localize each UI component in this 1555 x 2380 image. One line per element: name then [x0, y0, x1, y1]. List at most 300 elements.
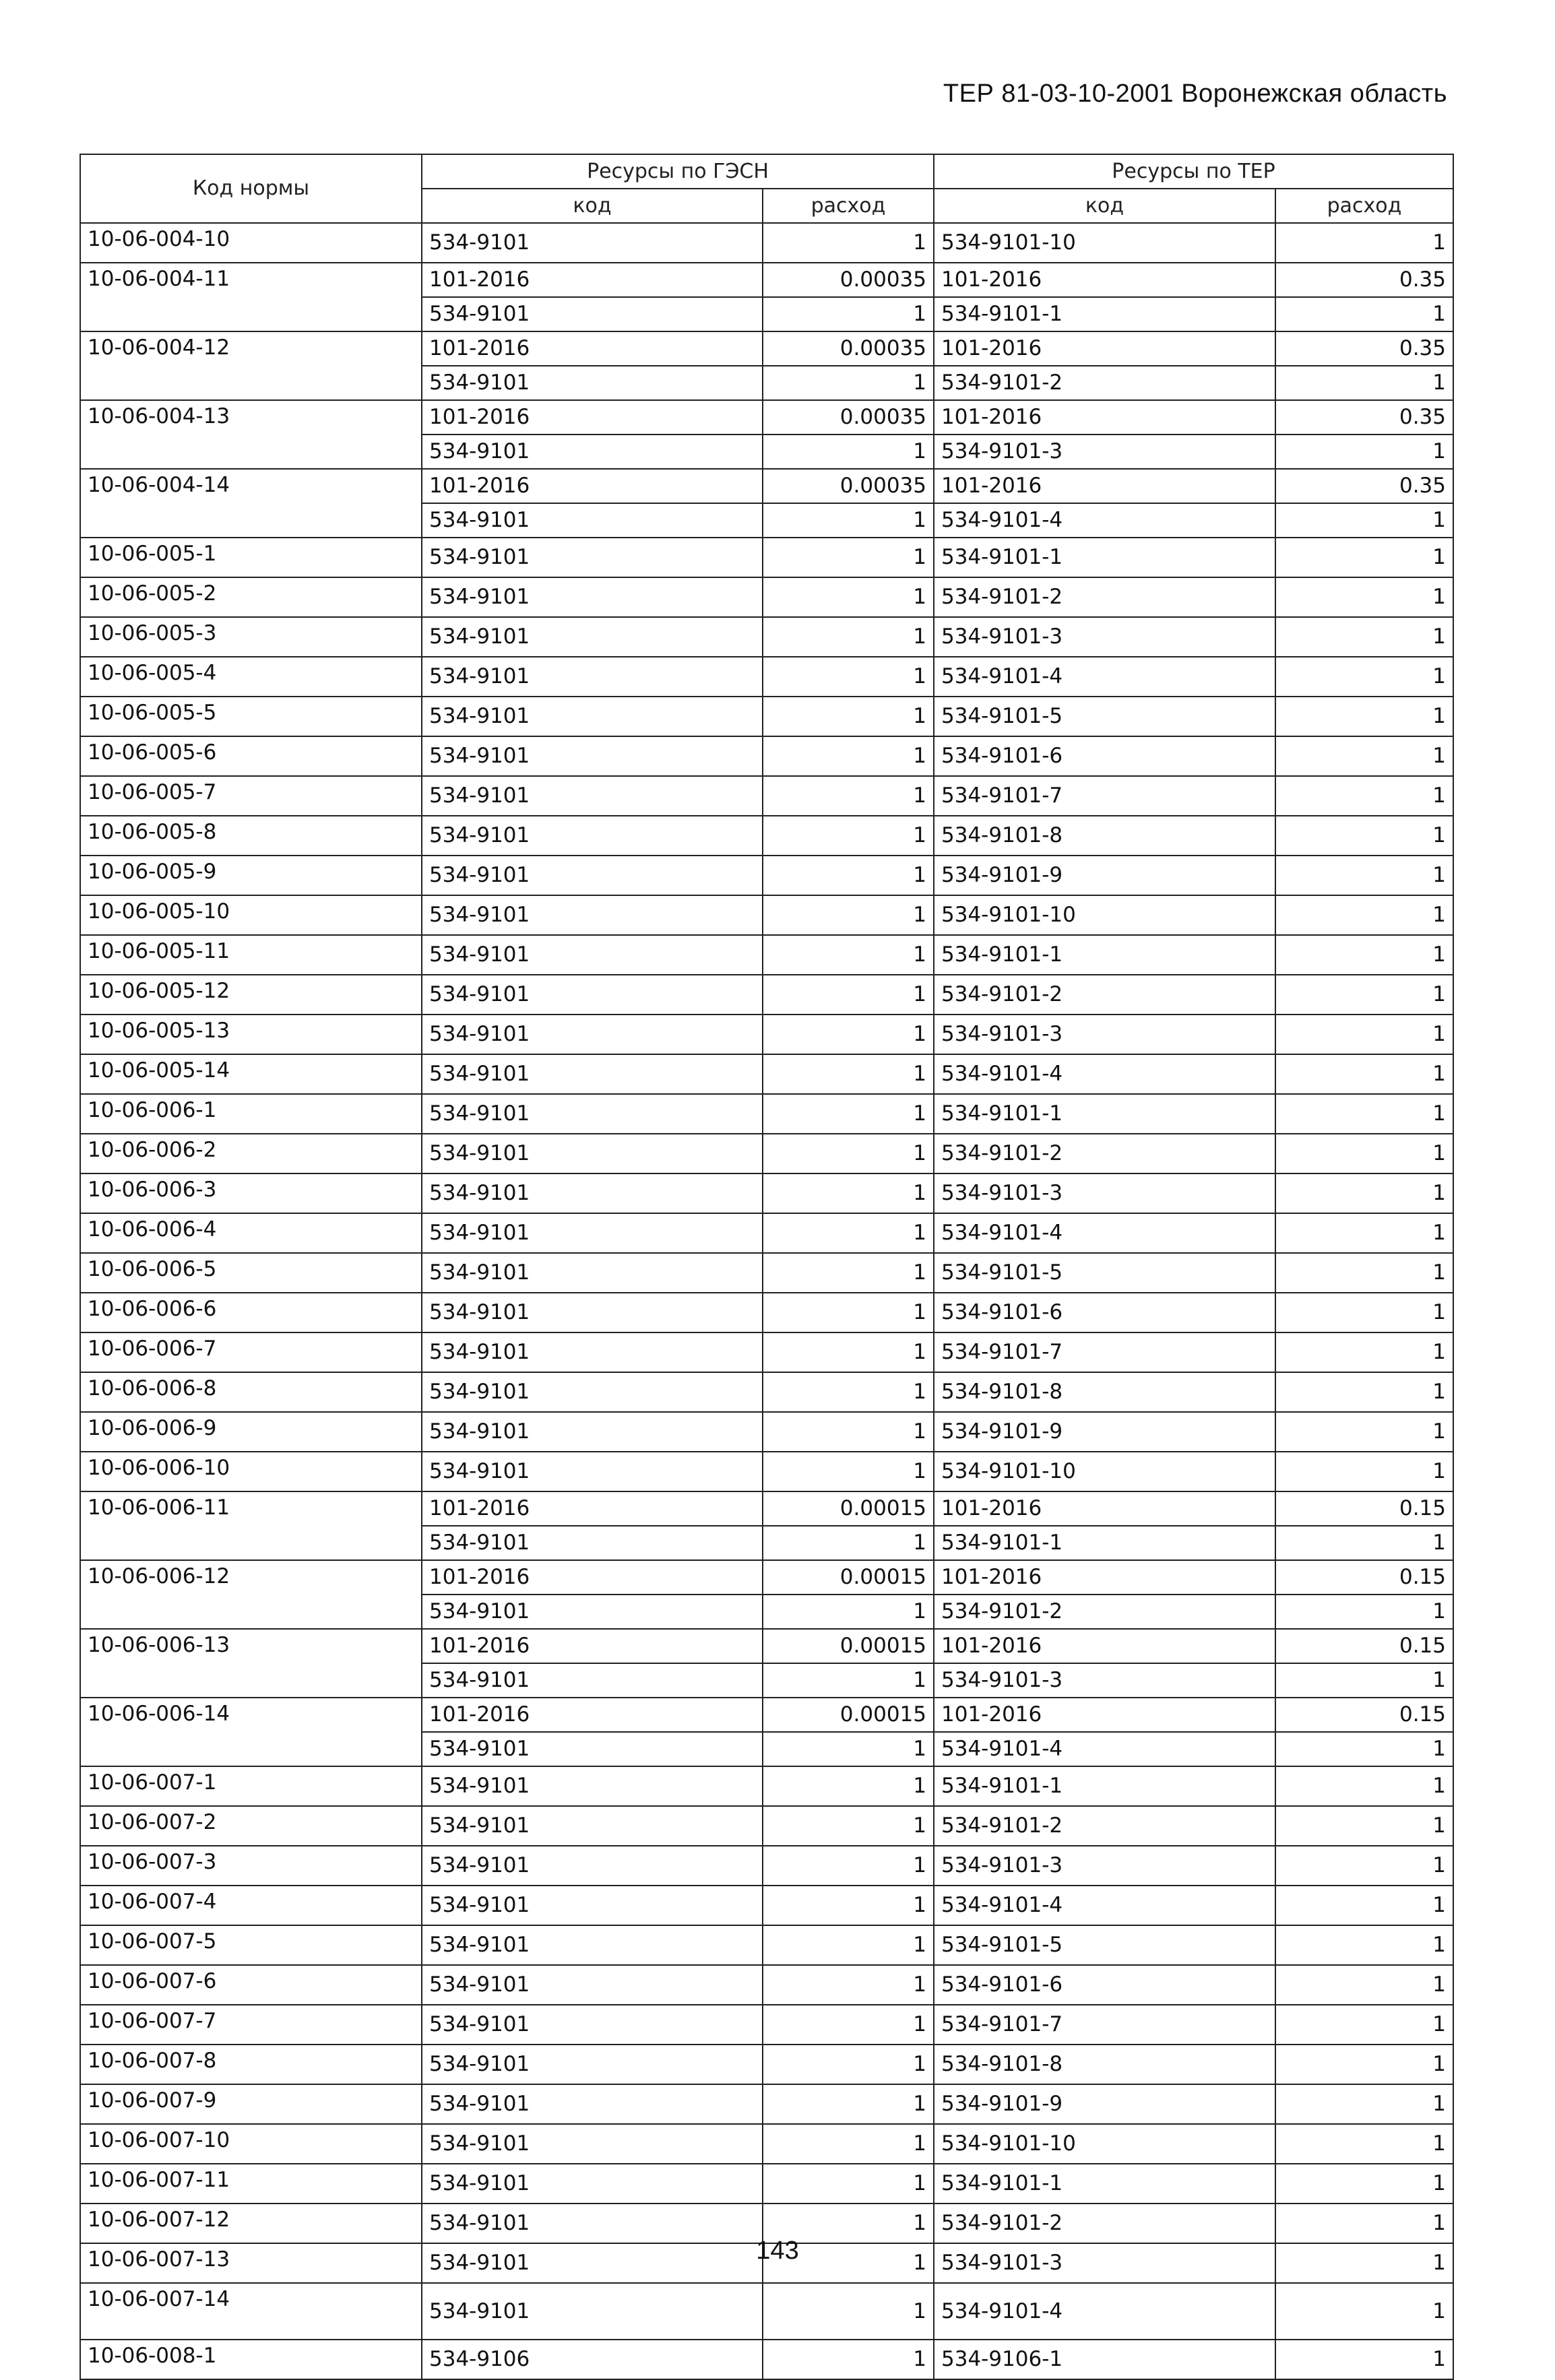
cell-ter-rate: 1 — [1275, 297, 1453, 331]
cell-gesn-rate: 1 — [763, 1173, 934, 1213]
cell-ter-code: 534-9101-2 — [934, 1595, 1275, 1629]
cell-ter-rate: 1 — [1275, 975, 1453, 1015]
cell-ter-code: 534-9101-6 — [934, 1293, 1275, 1332]
cell-ter-code: 534-9101-1 — [934, 1766, 1275, 1806]
cell-gesn-rate: 1 — [763, 1925, 934, 1965]
cell-gesn-code: 534-9101 — [422, 2084, 763, 2124]
cell-gesn-code: 534-9101 — [422, 1965, 763, 2005]
cell-gesn-code: 534-9101 — [422, 617, 763, 657]
cell-ter-code: 534-9101-8 — [934, 1372, 1275, 1412]
cell-norm-code: 10-06-007-10 — [80, 2124, 422, 2164]
cell-ter-rate: 1 — [1275, 935, 1453, 975]
table-row — [80, 1766, 1453, 1806]
cell-gesn-rate: 1 — [763, 1094, 934, 1134]
cell-gesn-rate: 1 — [763, 2124, 934, 2164]
cell-norm-code: 10-06-007-2 — [80, 1806, 422, 1846]
cell-norm-code: 10-06-005-3 — [80, 617, 422, 657]
cell-gesn-code: 534-9101 — [422, 856, 763, 895]
cell-gesn-rate: 1 — [763, 1595, 934, 1629]
cell-gesn-rate: 0.00015 — [763, 1560, 934, 1595]
cell-ter-rate: 0.35 — [1275, 400, 1453, 435]
cell-gesn-code: 534-9101 — [422, 1253, 763, 1293]
cell-gesn-rate: 0.00015 — [763, 1698, 934, 1732]
cell-ter-code: 534-9101-4 — [934, 1732, 1275, 1766]
cell-ter-rate: 1 — [1275, 736, 1453, 776]
cell-gesn-rate: 1 — [763, 1253, 934, 1293]
table-row — [80, 1293, 1453, 1332]
cell-gesn-code: 534-9101 — [422, 1293, 763, 1332]
cell-ter-rate: 0.15 — [1275, 1491, 1453, 1526]
cell-norm-code: 10-06-006-12 — [80, 1560, 422, 1629]
cell-norm-code: 10-06-006-2 — [80, 1134, 422, 1173]
cell-gesn-code: 534-9101 — [422, 1134, 763, 1173]
cell-gesn-code: 101-2016 — [422, 331, 763, 366]
cell-gesn-code: 534-9101 — [422, 538, 763, 577]
table-row — [80, 2005, 1453, 2045]
cell-gesn-rate: 1 — [763, 1213, 934, 1253]
table-row — [80, 1698, 1453, 1732]
cell-gesn-rate: 1 — [763, 1054, 934, 1094]
cell-ter-rate: 0.15 — [1275, 1698, 1453, 1732]
cell-norm-code: 10-06-006-8 — [80, 1372, 422, 1412]
cell-ter-code: 534-9101-9 — [934, 2084, 1275, 2124]
cell-norm-code: 10-06-004-13 — [80, 400, 422, 469]
cell-gesn-rate: 1 — [763, 503, 934, 538]
cell-norm-code: 10-06-006-5 — [80, 1253, 422, 1293]
table-row — [80, 736, 1453, 776]
cell-ter-code: 534-9101-1 — [934, 1094, 1275, 1134]
cell-gesn-code: 101-2016 — [422, 1560, 763, 1595]
cell-gesn-code: 534-9101 — [422, 2164, 763, 2204]
cell-ter-code: 534-9101-2 — [934, 366, 1275, 400]
cell-ter-rate: 1 — [1275, 1213, 1453, 1253]
cell-ter-code: 534-9101-3 — [934, 1846, 1275, 1886]
column-header-ter-rate: расход — [1275, 189, 1453, 223]
cell-norm-code: 10-06-006-9 — [80, 1412, 422, 1452]
column-header-gesn-code: код — [422, 189, 763, 223]
column-group-ter: Ресурсы по ТЕР — [934, 154, 1453, 189]
cell-norm-code: 10-06-006-13 — [80, 1629, 422, 1698]
cell-ter-code: 534-9101-5 — [934, 1253, 1275, 1293]
cell-gesn-code: 101-2016 — [422, 263, 763, 297]
cell-ter-rate: 1 — [1275, 2124, 1453, 2164]
cell-ter-code: 534-9101-8 — [934, 816, 1275, 856]
table-row — [80, 816, 1453, 856]
cell-norm-code: 10-06-005-4 — [80, 657, 422, 697]
cell-gesn-code: 534-9101 — [422, 2045, 763, 2084]
cell-ter-rate: 1 — [1275, 657, 1453, 697]
table-row — [80, 2340, 1453, 2379]
cell-ter-code: 101-2016 — [934, 469, 1275, 503]
cell-norm-code: 10-06-006-10 — [80, 1452, 422, 1491]
cell-gesn-code: 534-9101 — [422, 297, 763, 331]
cell-ter-code: 534-9101-2 — [934, 2204, 1275, 2243]
cell-ter-code: 534-9101-3 — [934, 1173, 1275, 1213]
cell-gesn-rate: 1 — [763, 1015, 934, 1054]
cell-gesn-rate: 1 — [763, 2283, 934, 2340]
cell-gesn-rate: 1 — [763, 1846, 934, 1886]
cell-ter-rate: 1 — [1275, 1732, 1453, 1766]
cell-ter-rate: 0.15 — [1275, 1629, 1453, 1663]
cell-norm-code: 10-06-006-1 — [80, 1094, 422, 1134]
cell-norm-code: 10-06-007-3 — [80, 1846, 422, 1886]
cell-norm-code: 10-06-007-1 — [80, 1766, 422, 1806]
cell-gesn-code: 534-9101 — [422, 1886, 763, 1925]
cell-ter-rate: 1 — [1275, 1253, 1453, 1293]
cell-ter-code: 534-9101-10 — [934, 895, 1275, 935]
cell-gesn-code: 534-9101 — [422, 2243, 763, 2283]
cell-gesn-rate: 1 — [763, 297, 934, 331]
cell-ter-rate: 1 — [1275, 1526, 1453, 1560]
cell-gesn-rate: 1 — [763, 895, 934, 935]
table-row — [80, 1886, 1453, 1925]
cell-gesn-rate: 0.00015 — [763, 1491, 934, 1526]
table-body — [80, 223, 1453, 2379]
cell-ter-code: 534-9101-1 — [934, 935, 1275, 975]
cell-ter-rate: 1 — [1275, 366, 1453, 400]
cell-ter-rate: 1 — [1275, 856, 1453, 895]
cell-ter-rate: 1 — [1275, 2005, 1453, 2045]
cell-norm-code: 10-06-005-1 — [80, 538, 422, 577]
table-row — [80, 1332, 1453, 1372]
cell-gesn-rate: 1 — [763, 2340, 934, 2379]
cell-norm-code: 10-06-007-9 — [80, 2084, 422, 2124]
cell-norm-code: 10-06-005-5 — [80, 697, 422, 736]
table-row — [80, 776, 1453, 816]
table-row — [80, 1054, 1453, 1094]
cell-ter-code: 534-9101-1 — [934, 2164, 1275, 2204]
cell-gesn-code: 534-9101 — [422, 223, 763, 263]
cell-ter-rate: 1 — [1275, 1293, 1453, 1332]
cell-ter-rate: 1 — [1275, 1372, 1453, 1412]
cell-ter-rate: 1 — [1275, 816, 1453, 856]
cell-gesn-code: 534-9101 — [422, 776, 763, 816]
cell-gesn-code: 534-9101 — [422, 366, 763, 400]
table-row — [80, 223, 1453, 263]
table-row — [80, 617, 1453, 657]
cell-gesn-rate: 1 — [763, 2164, 934, 2204]
table-row — [80, 2164, 1453, 2204]
cell-gesn-code: 534-9101 — [422, 1526, 763, 1560]
cell-gesn-rate: 1 — [763, 1663, 934, 1698]
cell-gesn-rate: 0.00015 — [763, 1629, 934, 1663]
cell-norm-code: 10-06-005-10 — [80, 895, 422, 935]
cell-norm-code: 10-06-005-8 — [80, 816, 422, 856]
table-row — [80, 1253, 1453, 1293]
cell-ter-code: 534-9101-9 — [934, 1412, 1275, 1452]
page-header-title: ТЕР 81-03-10-2001 Воронежская область — [943, 79, 1447, 108]
cell-norm-code: 10-06-006-6 — [80, 1293, 422, 1332]
cell-ter-rate: 1 — [1275, 1846, 1453, 1886]
cell-gesn-code: 534-9101 — [422, 1015, 763, 1054]
cell-ter-rate: 1 — [1275, 2084, 1453, 2124]
cell-gesn-rate: 1 — [763, 1452, 934, 1491]
table-row — [80, 2084, 1453, 2124]
cell-ter-rate: 1 — [1275, 1965, 1453, 2005]
cell-ter-code: 101-2016 — [934, 400, 1275, 435]
cell-norm-code: 10-06-006-7 — [80, 1332, 422, 1372]
cell-norm-code: 10-06-005-9 — [80, 856, 422, 895]
cell-ter-code: 534-9101-3 — [934, 617, 1275, 657]
cell-ter-rate: 1 — [1275, 1663, 1453, 1698]
cell-norm-code: 10-06-005-14 — [80, 1054, 422, 1094]
table-row — [80, 469, 1453, 503]
cell-norm-code: 10-06-007-8 — [80, 2045, 422, 2084]
cell-gesn-code: 534-9101 — [422, 2283, 763, 2340]
cell-gesn-code: 534-9101 — [422, 1663, 763, 1698]
table-row — [80, 657, 1453, 697]
cell-gesn-code: 534-9106 — [422, 2340, 763, 2379]
cell-ter-code: 534-9101-6 — [934, 1965, 1275, 2005]
table-row — [80, 400, 1453, 435]
cell-gesn-code: 534-9101 — [422, 1732, 763, 1766]
cell-ter-rate: 1 — [1275, 776, 1453, 816]
cell-gesn-rate: 1 — [763, 1412, 934, 1452]
cell-gesn-code: 534-9101 — [422, 1332, 763, 1372]
cell-ter-rate: 0.35 — [1275, 331, 1453, 366]
cell-gesn-code: 534-9101 — [422, 503, 763, 538]
cell-gesn-rate: 1 — [763, 736, 934, 776]
cell-ter-code: 534-9101-4 — [934, 657, 1275, 697]
cell-gesn-code: 534-9101 — [422, 2005, 763, 2045]
table-row — [80, 1965, 1453, 2005]
cell-ter-rate: 1 — [1275, 895, 1453, 935]
cell-gesn-rate: 1 — [763, 1332, 934, 1372]
cell-gesn-rate: 1 — [763, 1965, 934, 2005]
cell-ter-rate: 1 — [1275, 1054, 1453, 1094]
cell-gesn-rate: 1 — [763, 697, 934, 736]
cell-norm-code: 10-06-008-1 — [80, 2340, 422, 2379]
cell-gesn-code: 534-9101 — [422, 657, 763, 697]
cell-gesn-code: 534-9101 — [422, 895, 763, 935]
cell-gesn-code: 534-9101 — [422, 816, 763, 856]
cell-ter-code: 534-9101-8 — [934, 2045, 1275, 2084]
cell-ter-rate: 1 — [1275, 1925, 1453, 1965]
cell-gesn-code: 101-2016 — [422, 1698, 763, 1732]
cell-ter-code: 534-9101-7 — [934, 2005, 1275, 2045]
cell-ter-rate: 1 — [1275, 503, 1453, 538]
cell-ter-rate: 0.35 — [1275, 469, 1453, 503]
cell-ter-rate: 1 — [1275, 538, 1453, 577]
cell-norm-code: 10-06-006-14 — [80, 1698, 422, 1766]
cell-ter-code: 534-9101-4 — [934, 503, 1275, 538]
cell-ter-rate: 0.15 — [1275, 1560, 1453, 1595]
cell-ter-rate: 1 — [1275, 1595, 1453, 1629]
cell-ter-rate: 1 — [1275, 1094, 1453, 1134]
cell-gesn-code: 101-2016 — [422, 1629, 763, 1663]
cell-gesn-rate: 1 — [763, 1766, 934, 1806]
cell-gesn-rate: 1 — [763, 1806, 934, 1846]
cell-ter-rate: 1 — [1275, 2283, 1453, 2340]
cell-ter-code: 534-9101-3 — [934, 1663, 1275, 1698]
cell-ter-rate: 1 — [1275, 1452, 1453, 1491]
cell-ter-rate: 1 — [1275, 617, 1453, 657]
table-row — [80, 1491, 1453, 1526]
cell-ter-code: 534-9101-4 — [934, 1213, 1275, 1253]
cell-ter-code: 534-9101-3 — [934, 435, 1275, 469]
cell-gesn-rate: 1 — [763, 2204, 934, 2243]
cell-gesn-code: 534-9101 — [422, 1806, 763, 1846]
cell-ter-code: 534-9101-4 — [934, 1886, 1275, 1925]
cell-norm-code: 10-06-005-6 — [80, 736, 422, 776]
cell-ter-code: 101-2016 — [934, 1629, 1275, 1663]
cell-gesn-rate: 0.00035 — [763, 331, 934, 366]
table-row — [80, 1846, 1453, 1886]
cell-norm-code: 10-06-007-5 — [80, 1925, 422, 1965]
table-header — [80, 154, 1453, 223]
cell-gesn-rate: 1 — [763, 577, 934, 617]
cell-gesn-code: 534-9101 — [422, 1372, 763, 1412]
cell-norm-code: 10-06-004-11 — [80, 263, 422, 331]
cell-norm-code: 10-06-006-3 — [80, 1173, 422, 1213]
cell-gesn-code: 534-9101 — [422, 1452, 763, 1491]
cell-gesn-code: 534-9101 — [422, 577, 763, 617]
cell-ter-code: 534-9101-9 — [934, 856, 1275, 895]
cell-gesn-code: 534-9101 — [422, 1846, 763, 1886]
cell-gesn-rate: 1 — [763, 1732, 934, 1766]
cell-gesn-rate: 1 — [763, 816, 934, 856]
cell-gesn-rate: 1 — [763, 2084, 934, 2124]
cell-ter-rate: 1 — [1275, 2340, 1453, 2379]
cell-ter-code: 534-9101-2 — [934, 1806, 1275, 1846]
cell-norm-code: 10-06-007-7 — [80, 2005, 422, 2045]
cell-ter-rate: 1 — [1275, 2045, 1453, 2084]
cell-gesn-code: 534-9101 — [422, 1173, 763, 1213]
cell-gesn-rate: 1 — [763, 617, 934, 657]
table-row — [80, 1173, 1453, 1213]
table-row — [80, 263, 1453, 297]
cell-ter-code: 534-9101-2 — [934, 975, 1275, 1015]
cell-gesn-code: 534-9101 — [422, 435, 763, 469]
table-row — [80, 331, 1453, 366]
cell-ter-code: 534-9101-5 — [934, 697, 1275, 736]
cell-ter-code: 534-9101-4 — [934, 2283, 1275, 2340]
cell-ter-rate: 1 — [1275, 1134, 1453, 1173]
cell-norm-code: 10-06-007-11 — [80, 2164, 422, 2204]
cell-ter-rate: 1 — [1275, 1332, 1453, 1372]
cell-norm-code: 10-06-005-2 — [80, 577, 422, 617]
cell-ter-code: 534-9101-1 — [934, 1526, 1275, 1560]
cell-gesn-code: 101-2016 — [422, 1491, 763, 1526]
cell-ter-code: 101-2016 — [934, 1698, 1275, 1732]
cell-gesn-rate: 1 — [763, 776, 934, 816]
cell-norm-code: 10-06-007-12 — [80, 2204, 422, 2243]
cell-gesn-code: 534-9101 — [422, 2204, 763, 2243]
table-row — [80, 1629, 1453, 1663]
cell-ter-code: 101-2016 — [934, 331, 1275, 366]
cell-norm-code: 10-06-007-4 — [80, 1886, 422, 1925]
cell-ter-rate: 1 — [1275, 1766, 1453, 1806]
page-number: 143 — [756, 2237, 799, 2265]
cell-norm-code: 10-06-005-12 — [80, 975, 422, 1015]
cell-gesn-code: 534-9101 — [422, 736, 763, 776]
table-row — [80, 1452, 1453, 1491]
cell-gesn-code: 534-9101 — [422, 1054, 763, 1094]
cell-ter-code: 534-9101-6 — [934, 736, 1275, 776]
cell-gesn-rate: 1 — [763, 538, 934, 577]
table-row — [80, 577, 1453, 617]
cell-norm-code: 10-06-007-13 — [80, 2243, 422, 2283]
table-row — [80, 1925, 1453, 1965]
cell-gesn-rate: 1 — [763, 1526, 934, 1560]
cell-gesn-code: 534-9101 — [422, 1213, 763, 1253]
cell-gesn-rate: 1 — [763, 223, 934, 263]
cell-ter-rate: 0.35 — [1275, 263, 1453, 297]
cell-gesn-code: 534-9101 — [422, 1412, 763, 1452]
cell-gesn-rate: 0.00035 — [763, 469, 934, 503]
table-row — [80, 538, 1453, 577]
cell-ter-rate: 1 — [1275, 1173, 1453, 1213]
cell-ter-code: 101-2016 — [934, 1491, 1275, 1526]
cell-ter-code: 534-9101-1 — [934, 297, 1275, 331]
cell-norm-code: 10-06-004-10 — [80, 223, 422, 263]
cell-ter-rate: 1 — [1275, 2204, 1453, 2243]
cell-ter-rate: 1 — [1275, 2243, 1453, 2283]
cell-norm-code: 10-06-005-11 — [80, 935, 422, 975]
column-header-norm-code: Код нормы — [80, 154, 422, 223]
cell-gesn-rate: 1 — [763, 975, 934, 1015]
table-row — [80, 1015, 1453, 1054]
cell-ter-rate: 1 — [1275, 435, 1453, 469]
cell-gesn-rate: 1 — [763, 366, 934, 400]
cell-ter-rate: 1 — [1275, 223, 1453, 263]
table-row — [80, 975, 1453, 1015]
table-row — [80, 2045, 1453, 2084]
cell-gesn-code: 534-9101 — [422, 697, 763, 736]
column-header-ter-code: код — [934, 189, 1275, 223]
cell-norm-code: 10-06-006-11 — [80, 1491, 422, 1560]
cell-gesn-code: 534-9101 — [422, 935, 763, 975]
cell-gesn-rate: 1 — [763, 2045, 934, 2084]
cell-ter-code: 534-9101-2 — [934, 1134, 1275, 1173]
cell-gesn-code: 534-9101 — [422, 1766, 763, 1806]
cell-gesn-rate: 1 — [763, 1293, 934, 1332]
table-header-row-groups — [80, 154, 1453, 189]
cell-norm-code: 10-06-004-14 — [80, 469, 422, 538]
table-row — [80, 1372, 1453, 1412]
cell-ter-code: 534-9101-2 — [934, 577, 1275, 617]
table-row — [80, 2283, 1453, 2340]
cell-norm-code: 10-06-005-13 — [80, 1015, 422, 1054]
cell-ter-code: 534-9101-10 — [934, 1452, 1275, 1491]
cell-norm-code: 10-06-007-14 — [80, 2283, 422, 2340]
cell-gesn-rate: 1 — [763, 2243, 934, 2283]
cell-ter-code: 534-9101-7 — [934, 1332, 1275, 1372]
cell-ter-code: 534-9101-4 — [934, 1054, 1275, 1094]
cell-ter-code: 534-9101-10 — [934, 223, 1275, 263]
table-row — [80, 895, 1453, 935]
column-header-gesn-rate: расход — [763, 189, 934, 223]
table-row — [80, 1412, 1453, 1452]
cell-gesn-code: 101-2016 — [422, 400, 763, 435]
table-row — [80, 1134, 1453, 1173]
cell-norm-code: 10-06-006-4 — [80, 1213, 422, 1253]
cell-gesn-rate: 1 — [763, 435, 934, 469]
cell-ter-rate: 1 — [1275, 1806, 1453, 1846]
cell-gesn-code: 534-9101 — [422, 975, 763, 1015]
cell-ter-code: 534-9101-3 — [934, 1015, 1275, 1054]
cell-gesn-rate: 1 — [763, 2005, 934, 2045]
cell-ter-code: 534-9101-5 — [934, 1925, 1275, 1965]
cell-gesn-code: 534-9101 — [422, 1094, 763, 1134]
cell-ter-rate: 1 — [1275, 1886, 1453, 1925]
table-row — [80, 1094, 1453, 1134]
cell-ter-rate: 1 — [1275, 697, 1453, 736]
cell-ter-rate: 1 — [1275, 1412, 1453, 1452]
cell-ter-code: 534-9101-3 — [934, 2243, 1275, 2283]
table-row — [80, 1560, 1453, 1595]
cell-gesn-code: 534-9101 — [422, 1595, 763, 1629]
